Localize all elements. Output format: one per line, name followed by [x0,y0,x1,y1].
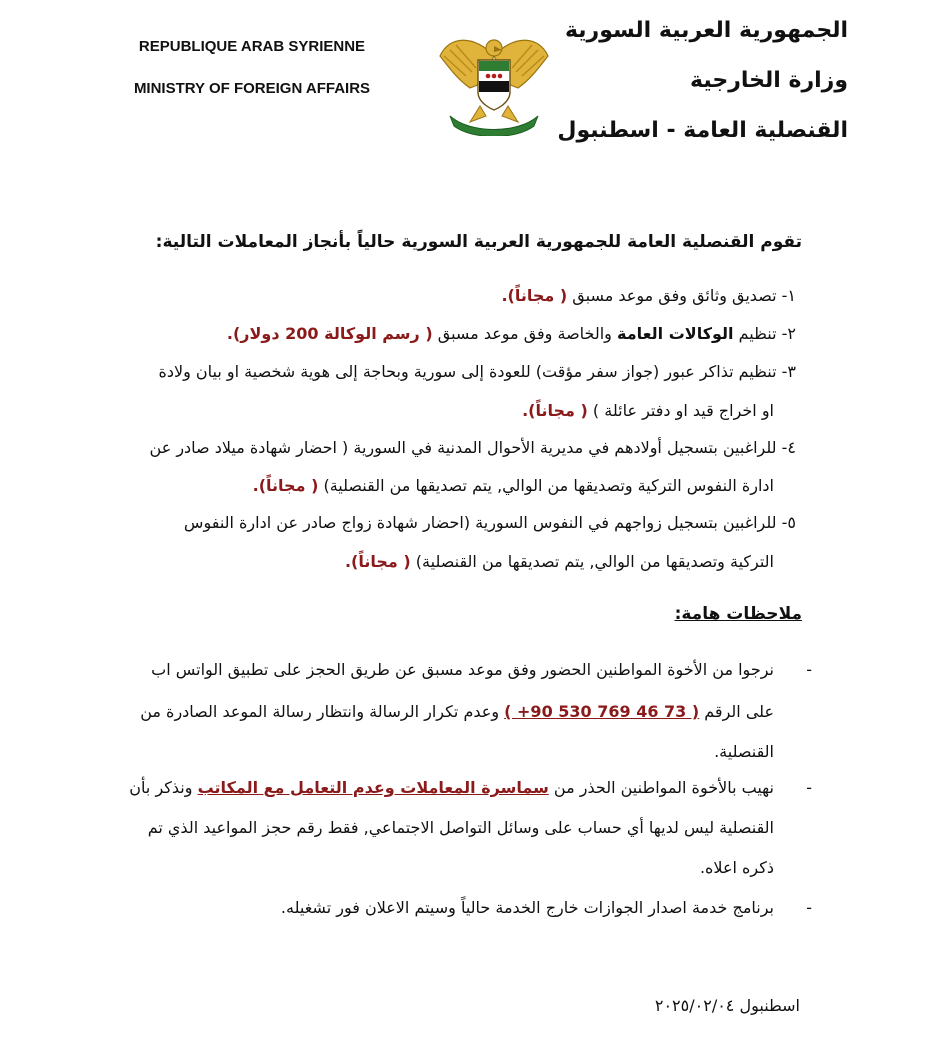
service-item-5-cont [345,552,774,571]
item-number: ٥- [781,513,796,532]
header-french-line1: REPUBLIQUE ARAB SYRIENNE [138,38,366,55]
service-item-2 [227,324,796,343]
header-french-line2: MINISTRY OF FOREIGN AFFAIRS [133,80,371,97]
item-text-line1: تنظيم تذاكر عبور (جواز سفر مؤقت) للعودة إلى سورية وبحاجة إلى هوية شخصية او بيان ولادة [158,362,777,381]
service-item-5 [184,513,796,532]
note-3-line1: برنامج خدمة اصدار الجوازات خارج الخدمة حالياً وسيتم الاعلان فور تشغيله. [280,898,774,917]
item-text-pre: تنظيم [738,324,777,343]
note-2-line3: ذكره اعلاه. [699,858,774,877]
item-text-line2: ادارة النفوس التركية وتصديقها من الوالي, يتم تصديقها من القنصلية) [323,476,774,495]
item-number: ٢- [781,324,796,343]
item-text-bold: الوكالات العامة [617,324,734,343]
note-bullet: - [806,660,812,679]
broker-warning: سماسرة المعاملات وعدم التعامل مع المكاتب [197,778,549,797]
header-arabic-line2: وزارة الخارجية [690,68,848,93]
item-number: ٣- [781,362,796,381]
item-text-line1: للراغبين بتسجيل زواجهم في النفوس السورية (احضار شهادة زواج صادر عن ادارة النفوس [183,513,777,532]
intro-heading: تقوم القنصلية العامة للجمهورية العربية السورية حالياً بأنجاز المعاملات التالية: [155,232,802,252]
service-item-3-cont [522,401,774,420]
notes-title: ملاحظات هامة: [674,604,802,624]
item-text: تصديق وثائق وفق موعد مسبق [572,286,777,305]
note-2-line1 [129,778,774,797]
note-text-post: وعدم تكرار الرسالة وانتظار رسالة الموعد الصادرة من [140,702,500,721]
fee-badge: ( مجاناً). [501,286,568,305]
syrian-eagle-emblem-icon [436,26,552,136]
footer-date: اسطنبول ٢٠٢٥/٠٢/٠٤ [654,996,800,1015]
fee-badge: ( مجاناً). [344,552,411,571]
note-1-line3: القنصلية. [714,742,774,761]
fee-badge: ( رسم الوكالة 200 دولار). [226,324,433,343]
fee-badge: ( مجاناً). [522,401,588,420]
note-text-pre: على الرقم [704,702,774,721]
whatsapp-phone-number: ( +90 530 769 46 73 ) [504,702,700,721]
note-1-line1: نرجوا من الأخوة المواطنين الحضور وفق موعد مسبق عن طريق الحجز على تطبيق الواتس اب [151,660,774,679]
service-item-3 [158,362,796,381]
item-number: ٤- [781,438,796,457]
item-number: ١- [781,286,796,305]
item-text-line1: للراغبين بتسجيل أولادهم في مديرية الأحوال المدنية في السورية ( احضار شهادة ميلاد صادر عن [149,438,777,457]
header-arabic-line1: الجمهورية العربية السورية [564,18,848,43]
note-text-post: ونذكر بأن [129,778,193,797]
note-2-line2: القنصلية ليس لديها أي حساب على وسائل التواصل الاجتماعي, فقط رقم حجز المواعيد الذي تم [147,818,774,837]
service-item-1 [501,286,796,305]
header-arabic-line3: القنصلية العامة - اسطنبول [557,118,848,143]
item-text-post: والخاصة وفق موعد مسبق [437,324,612,343]
service-item-4 [150,438,796,457]
fee-badge: ( مجاناً). [252,476,319,495]
item-text-line2: التركية وتصديقها من الوالي, يتم تصديقها من القنصلية) [415,552,774,571]
note-1-line2 [140,702,774,721]
note-text-pre: نهيب بالأخوة المواطنين الحذر من [553,778,774,797]
note-bullet: - [806,898,812,917]
service-item-4-cont [253,476,774,495]
note-bullet: - [806,778,812,797]
item-text-line2: او اخراج قيد او دفتر عائلة ) [592,401,774,420]
